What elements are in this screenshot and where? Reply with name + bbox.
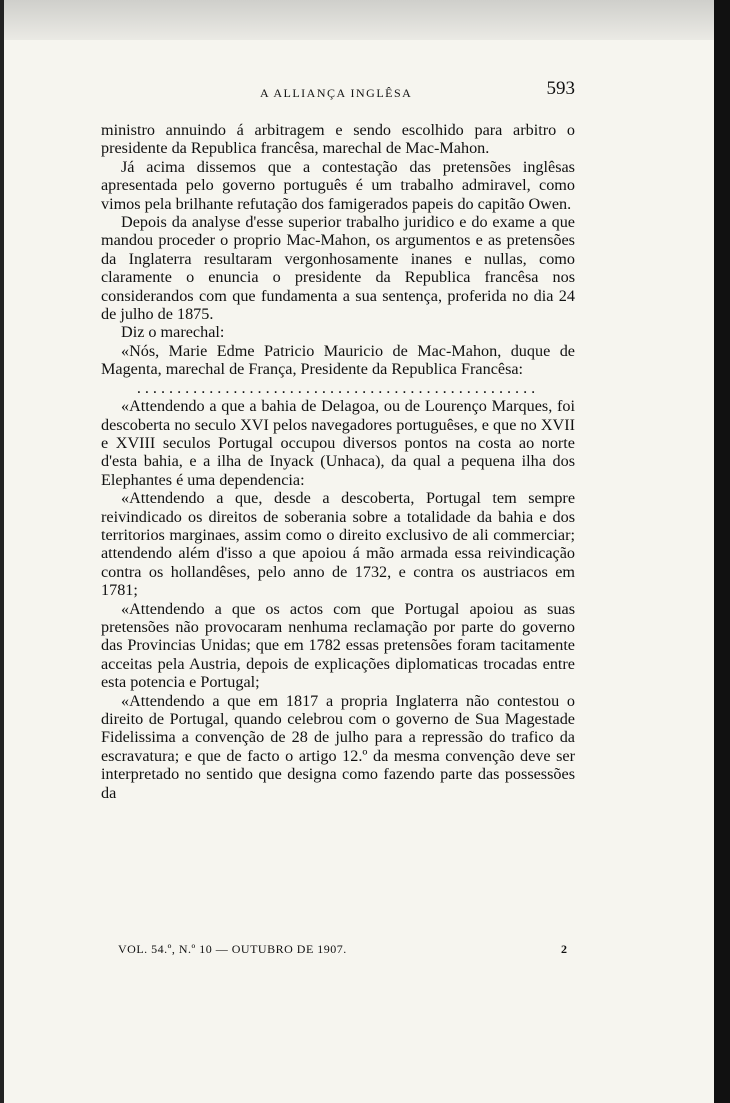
paragraph: «Attendendo a que a bahia de Delagoa, ou de Lourenço Marques, foi descoberta no seculo XVI pelos navegadores portuguêses, e que no XVII e XVIII seculos Portugal occupou diversos pontos na costa ao norte d'esta bahia, e a ilha de Inyack (Unhaca), da qual a pequena ilha dos Elephantes é uma dependencia: <box>101 397 575 489</box>
scan-shadow <box>0 0 730 42</box>
paragraph: Depois da analyse d'esse superior trabalho juridico e do exame a que mandou proceder o proprio Mac-Mahon, os argumentos e as pretensões da Inglaterra resultaram vergonhosamente inanes e nullas, como claramente o enuncia o presidente da Republica francêsa nos considerandos com que fundamenta a sua sentença, proferida no dia 24 de julho de 1875. <box>101 213 575 324</box>
paragraph: «Attendendo a que, desde a descoberta, Portugal tem sempre reivindicado os direitos de soberania sobre a totalidade da bahia e dos territorios marginaes, assim como o direito exclusivo de ali commerciar; attendendo além d'isso a que apoiou á mão armada essa reivindicação contra os hollandêses, pelo anno de 1732, e contra os austriacos em 1781; <box>101 489 575 600</box>
paragraph: «Attendendo a que os actos com que Portugal apoiou as suas pretensões não provocaram nenhuma reclamação por parte do governo das Provincias Unidas; que em 1782 essas pretensões foram tacitamente acceitas pela Austria, depois de explicações diplomaticas trocadas entre esta potencia e Portugal; <box>101 599 575 692</box>
page-number: 593 <box>546 78 575 99</box>
body-text <box>101 121 575 802</box>
paragraph: Já acima dissemos que a contestação das pretensões inglêsas apresentada pelo governo português é um trabalho admiravel, como vimos pela brilhante refutação dos famigerados papeis do capitão Owen. <box>101 157 575 213</box>
scan-border-right <box>714 0 730 1103</box>
scan-border-left <box>0 0 4 1103</box>
paragraph: ministro annuindo á arbitragem e sendo escolhido para arbitro o presidente da Republica francêsa, marechal de Mac-Mahon. <box>101 121 575 158</box>
ellipsis-line: .................................................. <box>136 378 540 397</box>
volume-line: VOL. 54.º, N.º 10 — OUTUBRO DE 1907. <box>118 942 347 956</box>
paragraph: «Attendendo a que em 1817 a propria Inglaterra não contestou o direito de Portugal, quando celebrou com o governo de Sua Magestade Fidelissima a convenção de 28 de julho para a repressão do trafico da escravatura; e que de facto o artigo 12.º da mesma convenção deve ser interpretado no sentido que designa como fazendo parte das possessões da <box>101 691 575 802</box>
page-header <box>100 80 575 104</box>
paragraph: «Nós, Marie Edme Patricio Mauricio de Mac-Mahon, duque de Magenta, marechal de França, Presidente da Republica Francêsa: <box>101 341 575 379</box>
page-footer <box>100 942 575 962</box>
signature-mark: 2 <box>561 942 567 956</box>
running-title: A ALLIANÇA INGLÊSA <box>260 86 413 100</box>
paragraph: Diz o marechal: <box>121 323 225 342</box>
